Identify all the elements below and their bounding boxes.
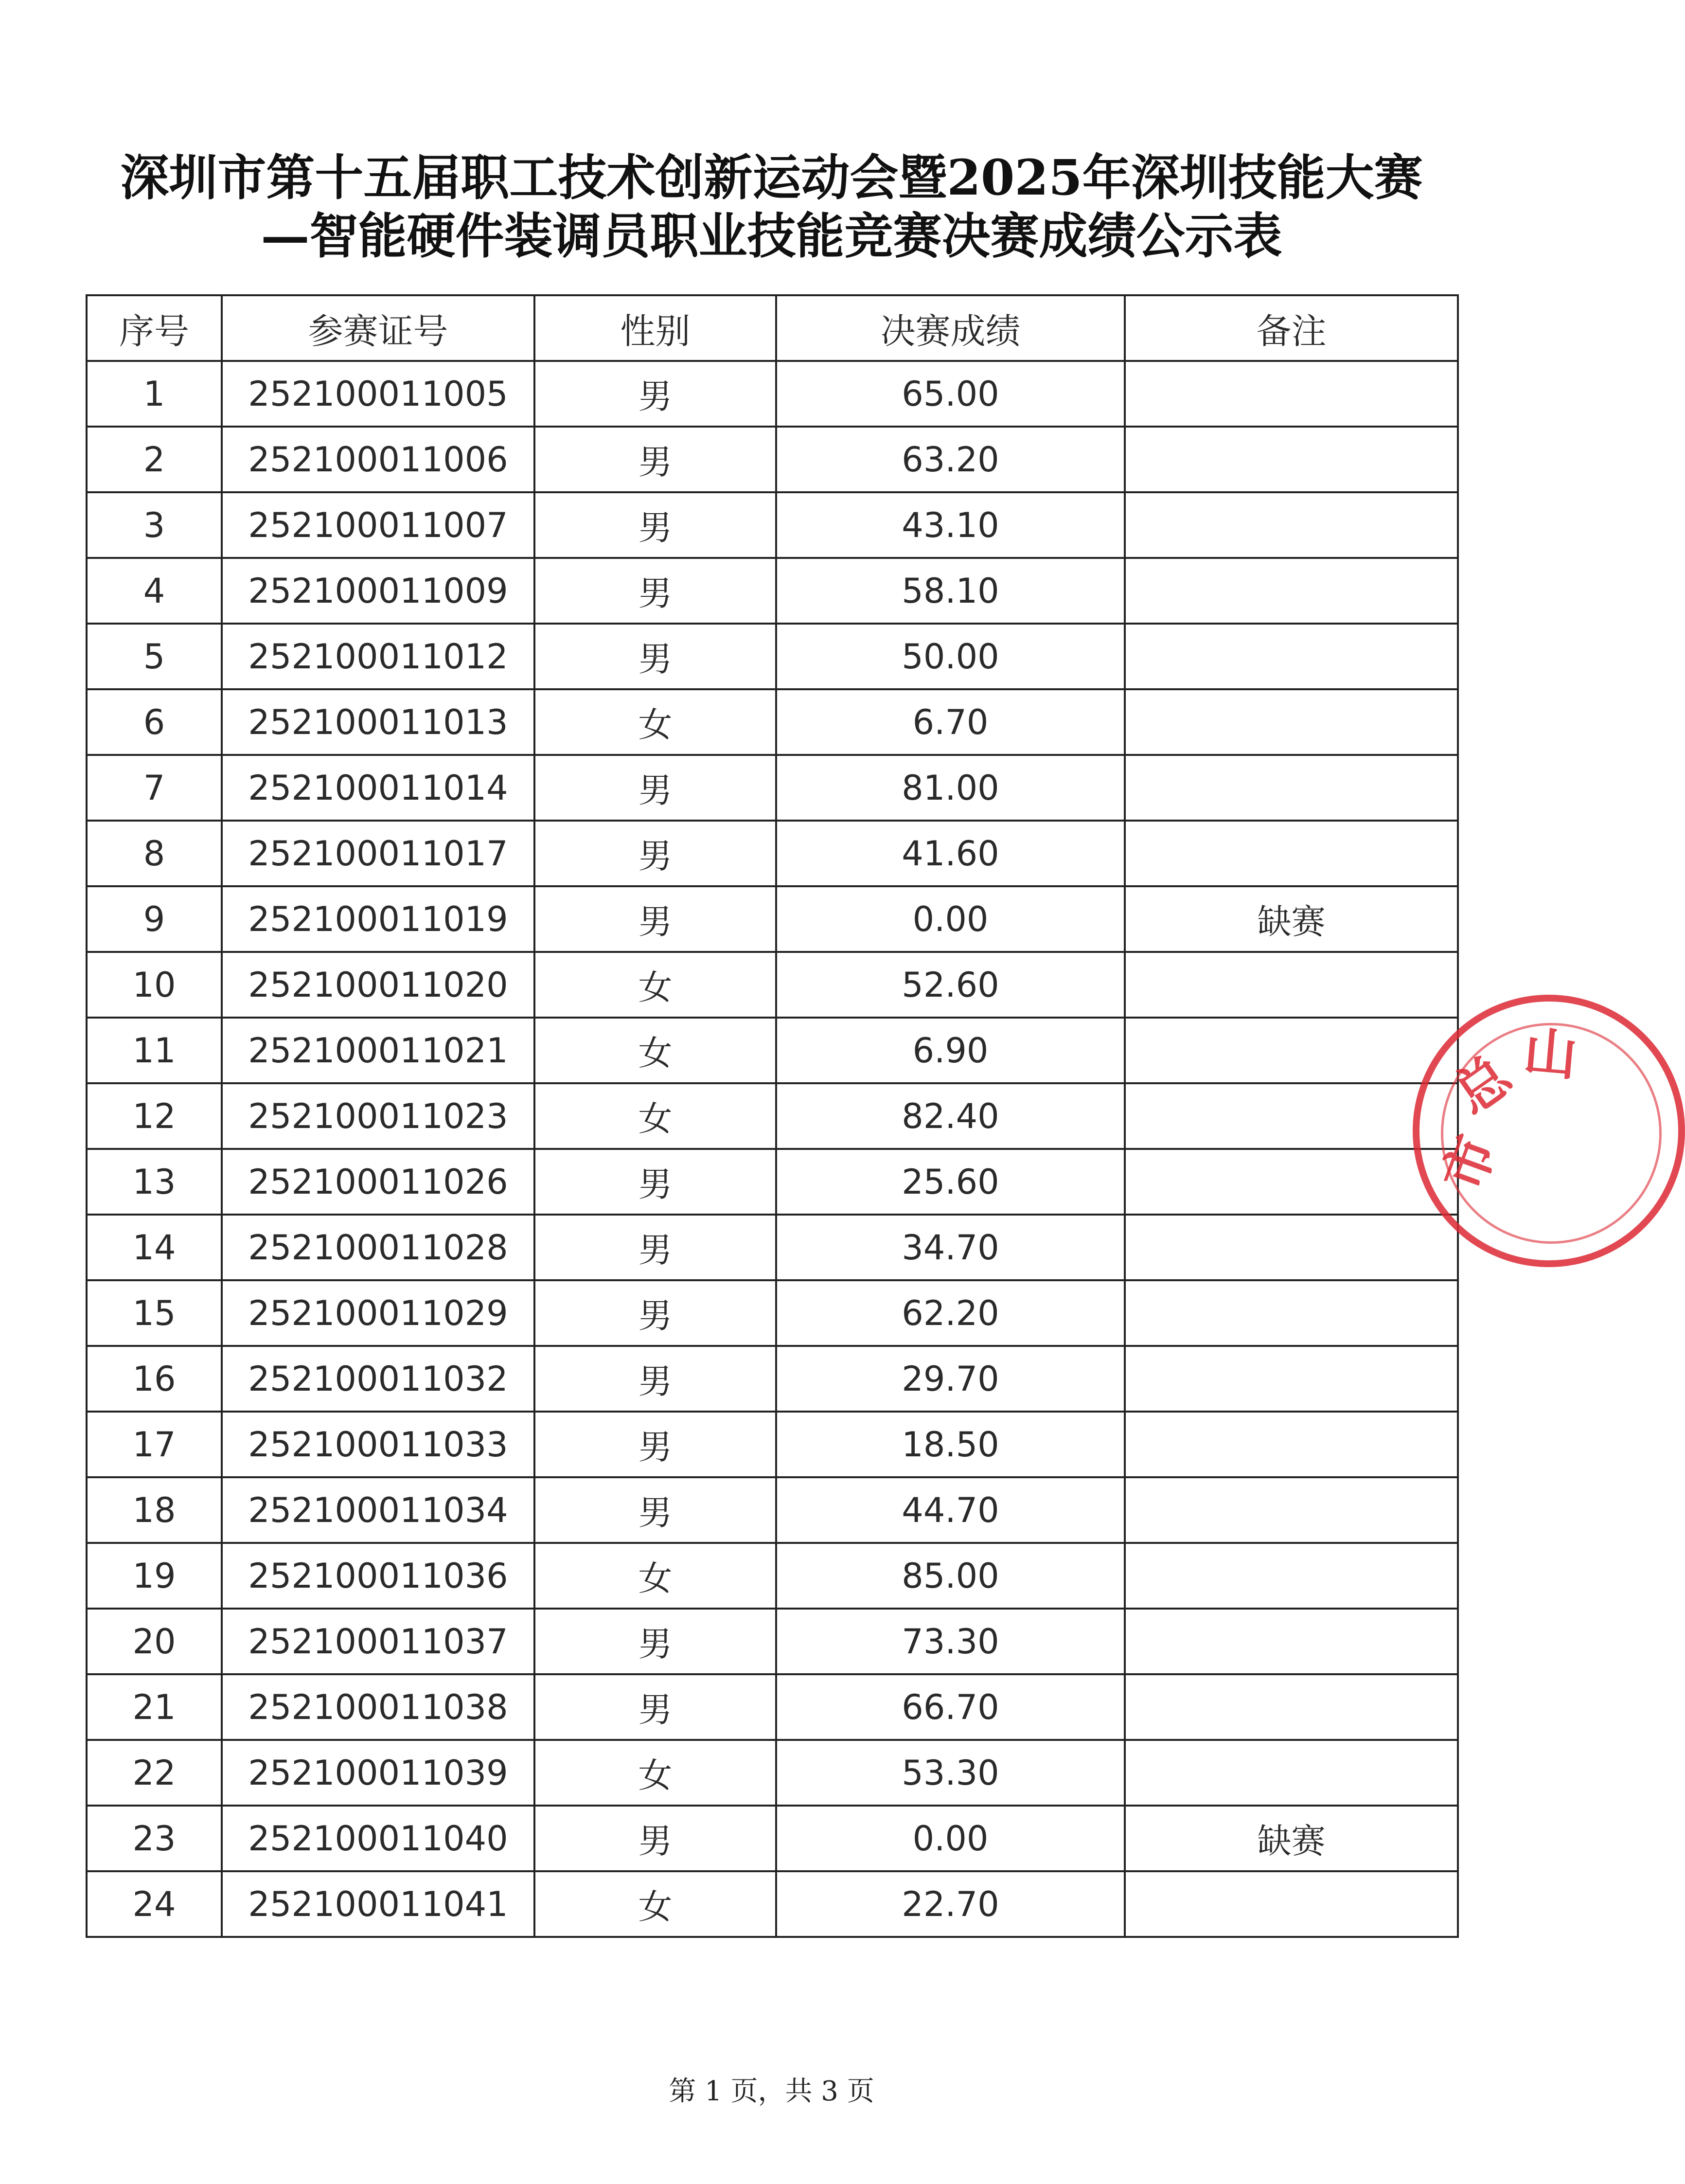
row-index-cell: 4 <box>87 558 222 624</box>
final-score-cell: 63.20 <box>776 427 1125 492</box>
remarks-cell <box>1125 689 1458 755</box>
final-score-cell: 53.30 <box>776 1740 1125 1806</box>
row-index-cell: 1 <box>87 361 222 427</box>
gender-cell: 男 <box>534 1609 776 1674</box>
row-index-cell: 9 <box>87 886 222 952</box>
document-title-line1: 深圳市第十五届职工技术创新运动会暨2025年深圳技能大赛 <box>120 149 1423 206</box>
final-score-cell: 18.50 <box>776 1412 1125 1477</box>
ticket-number-cell: 252100011029 <box>222 1280 534 1346</box>
ticket-number-cell: 252100011013 <box>222 689 534 755</box>
gender-cell: 女 <box>534 689 776 755</box>
header-ticket-number: 参赛证号 <box>222 295 534 361</box>
table-row <box>87 1280 1458 1346</box>
ticket-number-cell: 252100011034 <box>222 1477 534 1543</box>
gender-cell: 男 <box>534 1215 776 1280</box>
final-score-cell: 0.00 <box>776 1806 1125 1871</box>
header-gender: 性别 <box>534 295 776 361</box>
table-row <box>87 689 1458 755</box>
ticket-number-cell: 252100011012 <box>222 624 534 689</box>
table-row <box>87 755 1458 821</box>
final-score-cell: 66.70 <box>776 1674 1125 1740</box>
final-score-cell: 0.00 <box>776 886 1125 952</box>
remarks-cell <box>1125 821 1458 886</box>
ticket-number-cell: 252100011036 <box>222 1543 534 1609</box>
table-row <box>87 1412 1458 1477</box>
ticket-number-cell: 252100011017 <box>222 821 534 886</box>
ticket-number-cell: 252100011019 <box>222 886 534 952</box>
gender-cell: 男 <box>534 492 776 558</box>
final-score-cell: 43.10 <box>776 492 1125 558</box>
gender-cell: 女 <box>534 1018 776 1083</box>
remarks-cell <box>1125 1477 1458 1543</box>
final-score-cell: 62.20 <box>776 1280 1125 1346</box>
table-row <box>87 1543 1458 1609</box>
seal-char: 总 <box>1442 1043 1523 1126</box>
remarks-cell <box>1125 1871 1458 1937</box>
table-row <box>87 1609 1458 1674</box>
row-index-cell: 11 <box>87 1018 222 1083</box>
remarks-cell <box>1125 1215 1458 1280</box>
row-index-cell: 3 <box>87 492 222 558</box>
row-index-cell: 10 <box>87 952 222 1018</box>
ticket-number-cell: 252100011038 <box>222 1674 534 1740</box>
gender-cell: 男 <box>534 1346 776 1412</box>
gender-cell: 女 <box>534 1083 776 1149</box>
ticket-number-cell: 252100011006 <box>222 427 534 492</box>
gender-cell: 男 <box>534 361 776 427</box>
row-index-cell: 6 <box>87 689 222 755</box>
gender-cell: 男 <box>534 1149 776 1215</box>
remarks-cell: 缺赛 <box>1125 886 1458 952</box>
row-index-cell: 13 <box>87 1149 222 1215</box>
table-row <box>87 1477 1458 1543</box>
remarks-cell <box>1125 624 1458 689</box>
table-row <box>87 558 1458 624</box>
table-row <box>87 886 1458 952</box>
remarks-cell <box>1125 492 1458 558</box>
table-row <box>87 821 1458 886</box>
table-row <box>87 952 1458 1018</box>
remarks-cell <box>1125 1149 1458 1215</box>
table-row <box>87 361 1458 427</box>
final-score-cell: 25.60 <box>776 1149 1125 1215</box>
remarks-cell <box>1125 1412 1458 1477</box>
remarks-cell <box>1125 1674 1458 1740</box>
remarks-cell <box>1125 1280 1458 1346</box>
table-row <box>87 1083 1458 1149</box>
ticket-number-cell: 252100011023 <box>222 1083 534 1149</box>
table-row <box>87 492 1458 558</box>
ticket-number-cell: 252100011037 <box>222 1609 534 1674</box>
final-score-cell: 82.40 <box>776 1083 1125 1149</box>
row-index-cell: 19 <box>87 1543 222 1609</box>
row-index-cell: 8 <box>87 821 222 886</box>
remarks-cell <box>1125 755 1458 821</box>
remarks-cell <box>1125 1543 1458 1609</box>
seal-char: 山 <box>1521 1020 1580 1088</box>
remarks-cell <box>1125 1018 1458 1083</box>
row-index-cell: 21 <box>87 1674 222 1740</box>
row-index-cell: 7 <box>87 755 222 821</box>
official-seal-stamp <box>1413 995 1685 1267</box>
row-index-cell: 14 <box>87 1215 222 1280</box>
final-score-cell: 6.70 <box>776 689 1125 755</box>
table-row <box>87 1740 1458 1806</box>
ticket-number-cell: 252100011032 <box>222 1346 534 1412</box>
gender-cell: 男 <box>534 1412 776 1477</box>
page-footer: 第 1 页，共 3 页 <box>669 2076 874 2107</box>
gender-cell: 男 <box>534 755 776 821</box>
row-index-cell: 15 <box>87 1280 222 1346</box>
final-score-cell: 22.70 <box>776 1871 1125 1937</box>
ticket-number-cell: 252100011014 <box>222 755 534 821</box>
row-index-cell: 16 <box>87 1346 222 1412</box>
row-index-cell: 5 <box>87 624 222 689</box>
gender-cell: 女 <box>534 952 776 1018</box>
gender-cell: 男 <box>534 558 776 624</box>
remarks-cell <box>1125 361 1458 427</box>
final-score-cell: 41.60 <box>776 821 1125 886</box>
remarks-cell <box>1125 1740 1458 1806</box>
final-score-cell: 6.90 <box>776 1018 1125 1083</box>
final-score-cell: 52.60 <box>776 952 1125 1018</box>
ticket-number-cell: 252100011041 <box>222 1871 534 1937</box>
table-body <box>87 361 1458 1937</box>
gender-cell: 男 <box>534 886 776 952</box>
table-row <box>87 1806 1458 1871</box>
ticket-number-cell: 252100011039 <box>222 1740 534 1806</box>
row-index-cell: 17 <box>87 1412 222 1477</box>
row-index-cell: 12 <box>87 1083 222 1149</box>
ticket-number-cell: 252100011020 <box>222 952 534 1018</box>
header-final-score: 决赛成绩 <box>776 295 1125 361</box>
final-score-cell: 65.00 <box>776 361 1125 427</box>
row-index-cell: 22 <box>87 1740 222 1806</box>
table-row <box>87 1871 1458 1937</box>
ticket-number-cell: 252100011009 <box>222 558 534 624</box>
gender-cell: 女 <box>534 1871 776 1937</box>
final-score-cell: 81.00 <box>776 755 1125 821</box>
row-index-cell: 24 <box>87 1871 222 1937</box>
table-row <box>87 1346 1458 1412</box>
gender-cell: 男 <box>534 1674 776 1740</box>
ticket-number-cell: 252100011026 <box>222 1149 534 1215</box>
final-score-cell: 50.00 <box>776 624 1125 689</box>
final-score-cell: 85.00 <box>776 1543 1125 1609</box>
table-row <box>87 1018 1458 1083</box>
row-index-cell: 18 <box>87 1477 222 1543</box>
results-table <box>86 294 1459 1938</box>
table-row <box>87 1215 1458 1280</box>
table-row <box>87 1149 1458 1215</box>
gender-cell: 男 <box>534 821 776 886</box>
remarks-cell <box>1125 558 1458 624</box>
row-index-cell: 23 <box>87 1806 222 1871</box>
gender-cell: 女 <box>534 1543 776 1609</box>
gender-cell: 男 <box>534 1477 776 1543</box>
ticket-number-cell: 252100011007 <box>222 492 534 558</box>
header-index: 序号 <box>87 295 222 361</box>
table-header-row <box>87 295 1458 361</box>
gender-cell: 男 <box>534 1280 776 1346</box>
ticket-number-cell: 252100011021 <box>222 1018 534 1083</box>
table-row <box>87 1674 1458 1740</box>
row-index-cell: 20 <box>87 1609 222 1674</box>
final-score-cell: 73.30 <box>776 1609 1125 1674</box>
gender-cell: 男 <box>534 624 776 689</box>
gender-cell: 男 <box>534 1806 776 1871</box>
table-row <box>87 427 1458 492</box>
row-index-cell: 2 <box>87 427 222 492</box>
ticket-number-cell: 252100011028 <box>222 1215 534 1280</box>
remarks-cell: 缺赛 <box>1125 1806 1458 1871</box>
remarks-cell <box>1125 427 1458 492</box>
remarks-cell <box>1125 952 1458 1018</box>
final-score-cell: 34.70 <box>776 1215 1125 1280</box>
final-score-cell: 58.10 <box>776 558 1125 624</box>
remarks-cell <box>1125 1083 1458 1149</box>
final-score-cell: 29.70 <box>776 1346 1125 1412</box>
header-remarks: 备注 <box>1125 295 1458 361</box>
ticket-number-cell: 252100011005 <box>222 361 534 427</box>
remarks-cell <box>1125 1346 1458 1412</box>
gender-cell: 男 <box>534 427 776 492</box>
seal-char: 市 <box>1431 1127 1508 1199</box>
final-score-cell: 44.70 <box>776 1477 1125 1543</box>
ticket-number-cell: 252100011040 <box>222 1806 534 1871</box>
gender-cell: 女 <box>534 1740 776 1806</box>
ticket-number-cell: 252100011033 <box>222 1412 534 1477</box>
document-title-line2: —智能硬件装调员职业技能竞赛决赛成绩公示表 <box>261 207 1282 265</box>
table-row <box>87 624 1458 689</box>
remarks-cell <box>1125 1609 1458 1674</box>
